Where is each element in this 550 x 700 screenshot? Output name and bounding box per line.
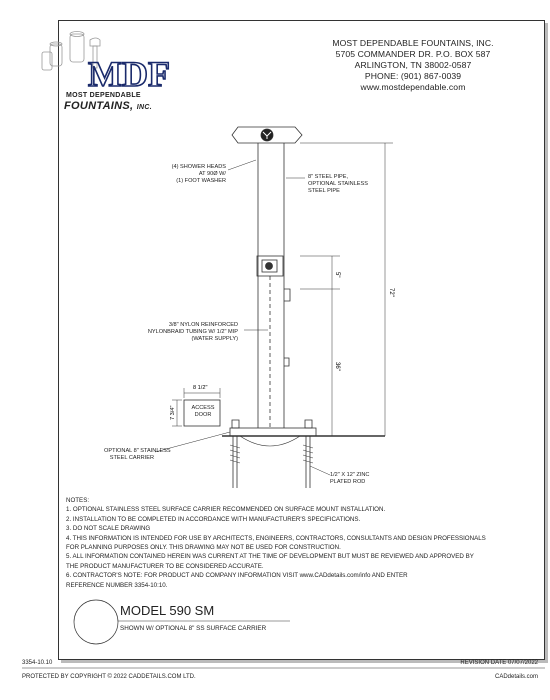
footer-revision: REVISION DATE 07/07/2022 [460, 660, 538, 666]
note-item: 2. INSTALLATION TO BE COMPLETED IN ACCORDANCE WITH MANUFACTURER'S SPECIFICATIONS. [66, 515, 361, 523]
note-item: 4. THIS INFORMATION IS INTENDED FOR USE BY ARCHITECTS, ENGINEERS, CONTRACTORS, CONSULTANTS AND DESIGN PROFESSIONALS [66, 534, 486, 542]
footer-brand[interactable]: CADdetails.com [494, 674, 538, 680]
dim-lower-text: 36" [334, 362, 340, 371]
dim-upper-text: 5" [334, 272, 340, 278]
label-shower-heads: (4) SHOWER HEADS AT 90Ø W/ (1) FOOT WASHER [171, 164, 226, 184]
company-phone: PHONE: (901) 867-0039 [364, 71, 462, 81]
label-rod: 1/2" X 12" ZINC PLATED ROD [330, 472, 370, 485]
carrier-plate [230, 428, 316, 436]
logo-line2: FOUNTAINS, INC. [64, 100, 152, 112]
shower-head-icon [261, 129, 273, 141]
notes-section [66, 496, 536, 590]
label-access-door: ACCESS DOOR [191, 405, 215, 418]
label-carrier: OPTIONAL 8" STAINLESS STEEL CARRIER [104, 448, 171, 461]
logo-monogram: MDF [88, 54, 170, 94]
dim-door-width-text: 8 1/2" [193, 385, 208, 391]
company-address1: 5705 COMMANDER DR. P.O. BOX 587 [335, 49, 491, 59]
company-website: www.mostdependable.com [360, 82, 466, 92]
note-item: 3. DO NOT SCALE DRAWING [66, 525, 151, 533]
dim-total-text: 72" [388, 288, 394, 297]
dim-door-height-text: 7 3/4" [170, 405, 176, 420]
company-name: MOST DEPENDABLE FOUNTAINS, INC. [332, 38, 494, 48]
title-bubble [74, 600, 118, 644]
note-item: THE PRODUCT MANUFACTURER TO BE CONSIDERED ACCURATE. [66, 562, 264, 570]
footer-ref: 3354-10.10 [22, 660, 53, 666]
note-item: 5. ALL INFORMATION CONTAINED HEREIN WAS CURRENT AT THE TIME OF DEVELOPMENT BUT MUST BE REVIEWED AND APPROVED BY [66, 553, 474, 561]
label-steel-pipe: 8" STEEL PIPE, OPTIONAL STAINLESS STEEL PIPE [308, 174, 368, 194]
company-address2: ARLINGTON, TN 38002-0587 [354, 60, 472, 70]
note-item: 1. OPTIONAL STAINLESS STEEL SURFACE CARRIER RECOMMENDED ON SURFACE MOUNT INSTALLATION. [66, 506, 386, 514]
notes-heading: NOTES: [66, 497, 90, 504]
logo-line1: MOST DEPENDABLE [66, 92, 141, 99]
model-title: MODEL 590 SM [120, 603, 215, 618]
model-subtitle: SHOWN W/ OPTIONAL 8" SS SURFACE CARRIER [120, 625, 267, 632]
label-tubing: 3/8" NYLON REINFORCED NYLONBRAID TUBING W/ 1/2" MIP (WATER SUPPLY) [147, 322, 238, 342]
note-item: REFERENCE NUMBER 3354-10:10. [66, 581, 168, 589]
footer-copyright: PROTECTED BY COPYRIGHT © 2022 CADDETAILS.COM LTD. [22, 674, 196, 680]
note-item: FOR PLANNING PURPOSES ONLY. THIS DRAWING MAY NOT BE USED FOR CONSTRUCTION. [66, 544, 341, 552]
note-item: 6. CONTRACTOR'S NOTE: FOR PRODUCT AND COMPANY INFORMATION VISIT www.CADdetails.com/info AND ENTER [66, 572, 408, 580]
